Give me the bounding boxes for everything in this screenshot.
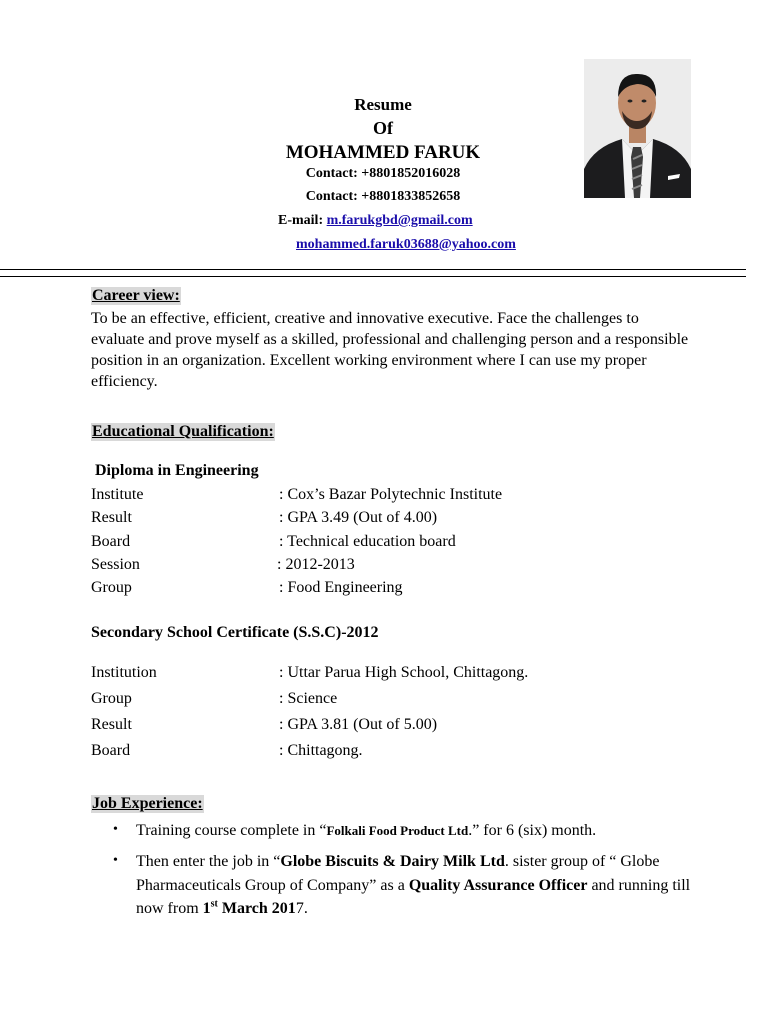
- ssc-title: Secondary School Certificate (S.S.C)-2012: [91, 624, 379, 641]
- diploma-result-label: Result: [91, 509, 132, 526]
- ssc-group-label: Group: [91, 690, 132, 707]
- ssc-board-value: : Chittagong.: [279, 742, 363, 759]
- job-item-2-company: Globe Biscuits & Dairy Milk Ltd: [280, 853, 505, 870]
- diploma-result-value: : GPA 3.49 (Out of 4.00): [279, 509, 438, 526]
- email-link-yahoo[interactable]: mohammed.faruk03688@yahoo.com: [296, 237, 516, 252]
- divider-top: [0, 269, 746, 270]
- job-item-2-date-day: 1: [202, 900, 211, 917]
- job-item-2-post: .: [303, 900, 308, 917]
- job-item-1-company: Folkali Food Product Ltd: [326, 823, 469, 838]
- job-item-2: [136, 850, 696, 921]
- job-item-2-mid2: and running till now from: [136, 876, 691, 917]
- job-item-2-date-rest: March 201: [217, 900, 296, 917]
- bullet-icon: •: [113, 822, 118, 837]
- diploma-group-value: : Food Engineering: [279, 579, 403, 596]
- email-row-2: [296, 237, 516, 253]
- diploma-board-label: Board: [91, 533, 131, 550]
- diploma-session-value: : 2012-2013: [277, 556, 355, 573]
- ssc-institution-label: Institution: [91, 664, 157, 681]
- bullet-icon: •: [113, 853, 118, 868]
- job-item-2-role: Quality Assurance Officer: [408, 876, 588, 894]
- ssc-board-label: Board: [91, 742, 131, 759]
- ssc-result-label: Result: [91, 716, 132, 733]
- diploma-board-value: : Technical education board: [279, 533, 456, 550]
- job-item-1-pre: Training course complete in “: [136, 822, 327, 839]
- diploma-institute-value: : Cox’s Bazar Polytechnic Institute: [279, 486, 503, 503]
- career-heading: Career view:: [92, 287, 180, 304]
- resume-of: Of: [373, 118, 393, 138]
- email-link-gmail[interactable]: m.farukgbd@gmail.com: [326, 213, 473, 228]
- job-item-2-mid: . sister group of “ Globe Pharmaceuticals Group of Company” as a: [136, 853, 660, 894]
- job-item-1: [136, 819, 696, 843]
- job-item-2-date-end: 7: [295, 900, 304, 917]
- diploma-institute-label: Institute: [91, 486, 144, 503]
- job-heading: Job Experience:: [92, 795, 203, 812]
- ssc-result-value: : GPA 3.81 (Out of 5.00): [279, 716, 438, 733]
- divider-bottom: [0, 276, 746, 277]
- contact-phone-2: Contact: +8801833852658: [305, 189, 461, 204]
- candidate-name: MOHAMMED FARUK: [285, 142, 481, 163]
- diploma-session-label: Session: [91, 556, 140, 573]
- email-label: E-mail:: [278, 213, 324, 228]
- job-item-2-pre: Then enter the job in “: [136, 853, 281, 870]
- ssc-group-value: : Science: [279, 690, 338, 707]
- ssc-institution-value: : Uttar Parua High School, Chittagong.: [279, 664, 529, 681]
- job-item-1-post: .” for 6 (six) month.: [468, 822, 597, 839]
- contact-phone-1: Contact: +8801852016028: [305, 166, 461, 181]
- diploma-title: Diploma in Engineering: [95, 462, 259, 479]
- email-row: [278, 213, 473, 229]
- career-text: To be an effective, efficient, creative and innovative executive. Face the challenges to evaluate and prove myself as a skilled, professional and challenging person and a responsible position in an organization. Excellent working environment where I can use my proper efficiency.: [91, 310, 689, 390]
- diploma-group-label: Group: [91, 579, 132, 596]
- resume-title: Resume: [354, 95, 412, 114]
- job-item-2-date-sup: st: [210, 898, 218, 910]
- education-heading: Educational Qualification:: [92, 423, 274, 440]
- profile-photo: [584, 59, 691, 198]
